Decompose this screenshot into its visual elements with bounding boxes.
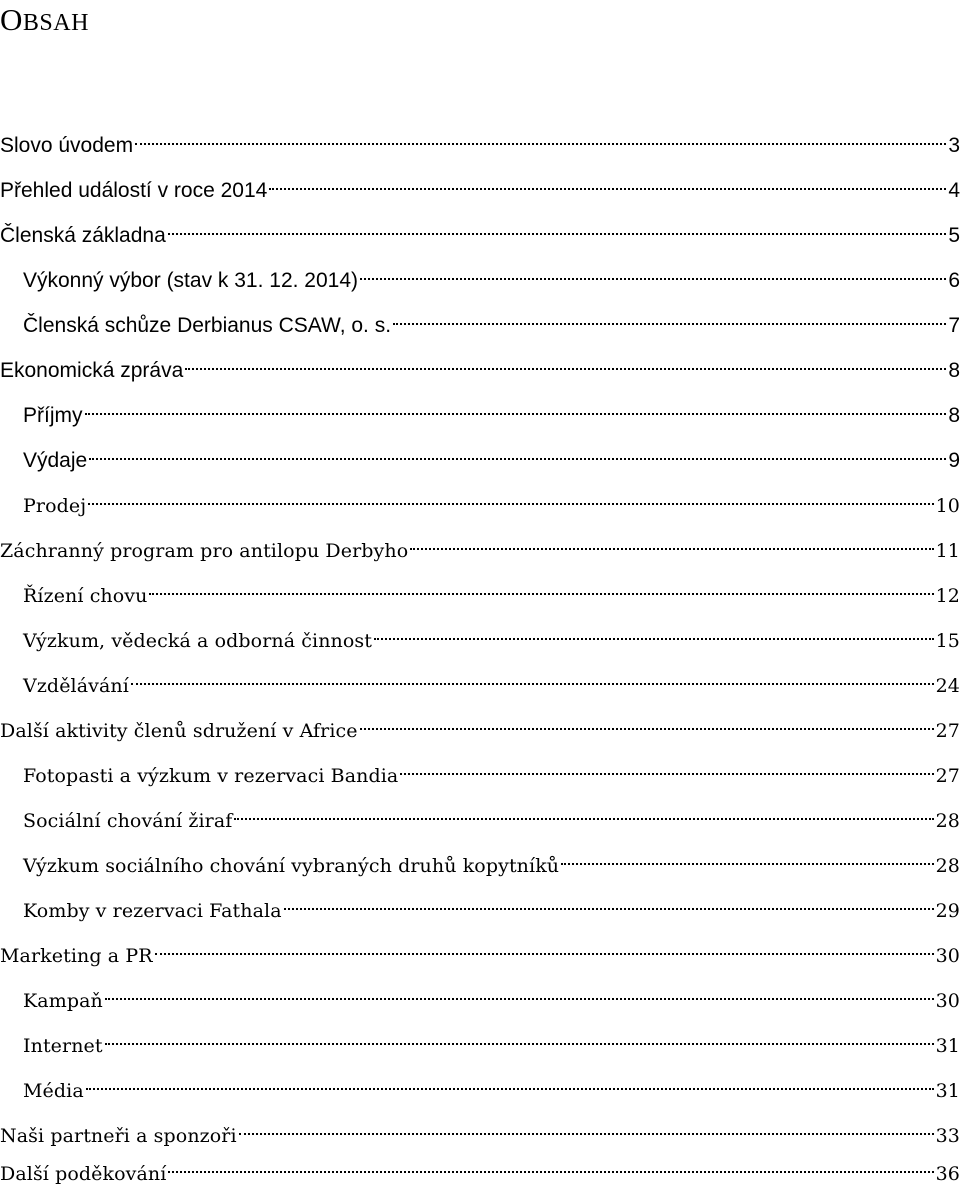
toc-entry-page: 27 <box>935 720 960 742</box>
toc-entry-page: 31 <box>935 1035 960 1057</box>
toc-entry-label: Internet <box>23 1035 103 1057</box>
toc-dot-leader <box>400 750 933 782</box>
toc-dot-leader <box>410 525 933 557</box>
toc-entry-page: 8 <box>948 359 960 382</box>
toc-entry-prehled-udalosti[interactable] <box>0 165 960 202</box>
toc-entry-label: Naši partneři a sponzoři <box>0 1125 237 1147</box>
toc-entry-page: 10 <box>935 495 960 517</box>
toc-entry-page: 31 <box>935 1080 960 1102</box>
toc-entry-prodej[interactable] <box>0 480 960 517</box>
toc-entry-slovo-uvodem[interactable] <box>0 120 960 157</box>
toc-entry-vyzkum-vedecka[interactable] <box>0 615 960 652</box>
toc-entry-partneri[interactable] <box>0 1110 960 1147</box>
toc-entry-label: Komby v rezervaci Fathala <box>23 900 282 922</box>
toc-entry-label: Členská schůze Derbianus CSAW, o. s. <box>23 314 392 337</box>
toc-entry-page: 3 <box>948 134 960 157</box>
toc-entry-label: Média <box>23 1080 84 1102</box>
toc-entry-label: Vzdělávání <box>23 675 129 697</box>
toc-entry-page: 11 <box>935 540 960 562</box>
toc-dot-leader <box>168 210 947 242</box>
page-title <box>0 2 89 41</box>
toc-dot-leader <box>89 435 946 467</box>
toc-entry-vzdelavani[interactable] <box>0 660 960 697</box>
toc-entry-zachranny-program[interactable] <box>0 525 960 562</box>
toc-entry-vyzkum-socialniho-chovani[interactable] <box>0 840 960 877</box>
toc-entry-page: 29 <box>935 900 960 922</box>
toc-entry-rizeni-chovu[interactable] <box>0 570 960 607</box>
toc-dot-leader <box>284 885 934 917</box>
toc-entry-label: Sociální chování žiraf <box>23 810 233 832</box>
toc-entry-dalsi-aktivity[interactable] <box>0 705 960 742</box>
toc-entry-ekonomicka-zprava[interactable] <box>0 345 960 382</box>
toc-dot-leader <box>360 705 934 737</box>
toc-entry-kampan[interactable] <box>0 975 960 1012</box>
page-title-rest: BSAH <box>22 10 89 36</box>
toc-entry-page: 30 <box>935 990 960 1012</box>
toc-entry-clenska-schuze[interactable] <box>0 300 960 337</box>
toc-entry-page: 28 <box>935 855 960 877</box>
toc-entry-page: 15 <box>935 630 960 652</box>
toc-dot-leader <box>360 255 946 287</box>
toc-entry-marketing[interactable] <box>0 930 960 967</box>
toc-entry-label: Fotopasti a výzkum v rezervaci Bandia <box>23 765 399 787</box>
toc-entry-page: 24 <box>935 675 960 697</box>
toc-entry-page: 28 <box>935 810 960 832</box>
toc-dot-leader <box>105 1020 934 1052</box>
toc-entry-label: Ekonomická zpráva <box>0 359 184 382</box>
toc-entry-prijmy[interactable] <box>0 390 960 427</box>
toc-dot-leader <box>105 975 934 1007</box>
toc-dot-leader <box>561 840 933 872</box>
toc-entry-label: Další poděkování <box>0 1163 167 1185</box>
toc-entry-page: 9 <box>948 449 960 472</box>
toc-dot-leader <box>131 660 934 692</box>
toc-entry-label: Další aktivity členů sdružení v Africe <box>0 720 358 742</box>
toc-dot-leader <box>393 300 946 332</box>
toc-entry-internet[interactable] <box>0 1020 960 1057</box>
toc-entry-media[interactable] <box>0 1065 960 1102</box>
toc-entry-page: 6 <box>948 269 960 292</box>
toc-dot-leader <box>239 1110 934 1142</box>
toc-entry-vydaje[interactable] <box>0 435 960 472</box>
toc-entry-label: Výkonný výbor (stav k 31. 12. 2014) <box>23 269 359 292</box>
toc-entry-clenska-zakladna[interactable] <box>0 210 960 247</box>
toc-entry-label: Prodej <box>23 495 87 517</box>
toc-entry-label: Výzkum sociálního chování vybraných druhů kopytníků <box>23 855 560 877</box>
toc-dot-leader <box>88 480 933 512</box>
toc-entry-page: 8 <box>948 404 960 427</box>
toc-entry-vykonny-vybor[interactable] <box>0 255 960 292</box>
toc-dot-leader <box>86 1065 934 1097</box>
toc-entry-page: 4 <box>948 179 960 202</box>
toc-entry-label: Přehled událostí v roce 2014 <box>0 179 268 202</box>
toc-entry-label: Členská základna <box>0 224 166 247</box>
toc-dot-leader <box>149 570 933 602</box>
toc-entry-label: Výdaje <box>23 449 88 472</box>
toc-entry-label: Kampaň <box>23 990 103 1012</box>
toc-entry-page: 5 <box>948 224 960 247</box>
toc-entry-fotopasti[interactable] <box>0 750 960 787</box>
toc-dot-leader <box>168 1148 933 1180</box>
toc-entry-label: Záchranný program pro antilopu Derbyho <box>0 540 409 562</box>
toc-entry-komby[interactable] <box>0 885 960 922</box>
toc-dot-leader <box>185 345 946 377</box>
toc-dot-leader <box>234 795 933 827</box>
toc-entry-dalsi-podekovani[interactable] <box>0 1148 960 1185</box>
toc-entry-page: 30 <box>935 945 960 967</box>
toc-dot-leader <box>85 390 947 422</box>
toc-entry-label: Slovo úvodem <box>0 134 134 157</box>
toc-dot-leader <box>135 120 946 152</box>
page-title-first-letter: O <box>0 2 23 37</box>
toc-entry-page: 7 <box>948 314 960 337</box>
toc-entry-page: 36 <box>935 1163 960 1185</box>
toc-entry-label: Řízení chovu <box>23 585 148 607</box>
toc-entry-label: Příjmy <box>23 404 83 427</box>
toc-entry-socialni-chovani-ziraf[interactable] <box>0 795 960 832</box>
toc-dot-leader <box>269 165 946 197</box>
toc-entry-page: 12 <box>935 585 960 607</box>
toc-dot-leader <box>374 615 934 647</box>
toc-entry-page: 33 <box>935 1125 960 1147</box>
toc-entry-page: 27 <box>935 765 960 787</box>
toc-entry-label: Marketing a PR <box>0 945 153 967</box>
toc-dot-leader <box>155 930 934 962</box>
toc-entry-label: Výzkum, vědecká a odborná činnost <box>23 630 373 652</box>
